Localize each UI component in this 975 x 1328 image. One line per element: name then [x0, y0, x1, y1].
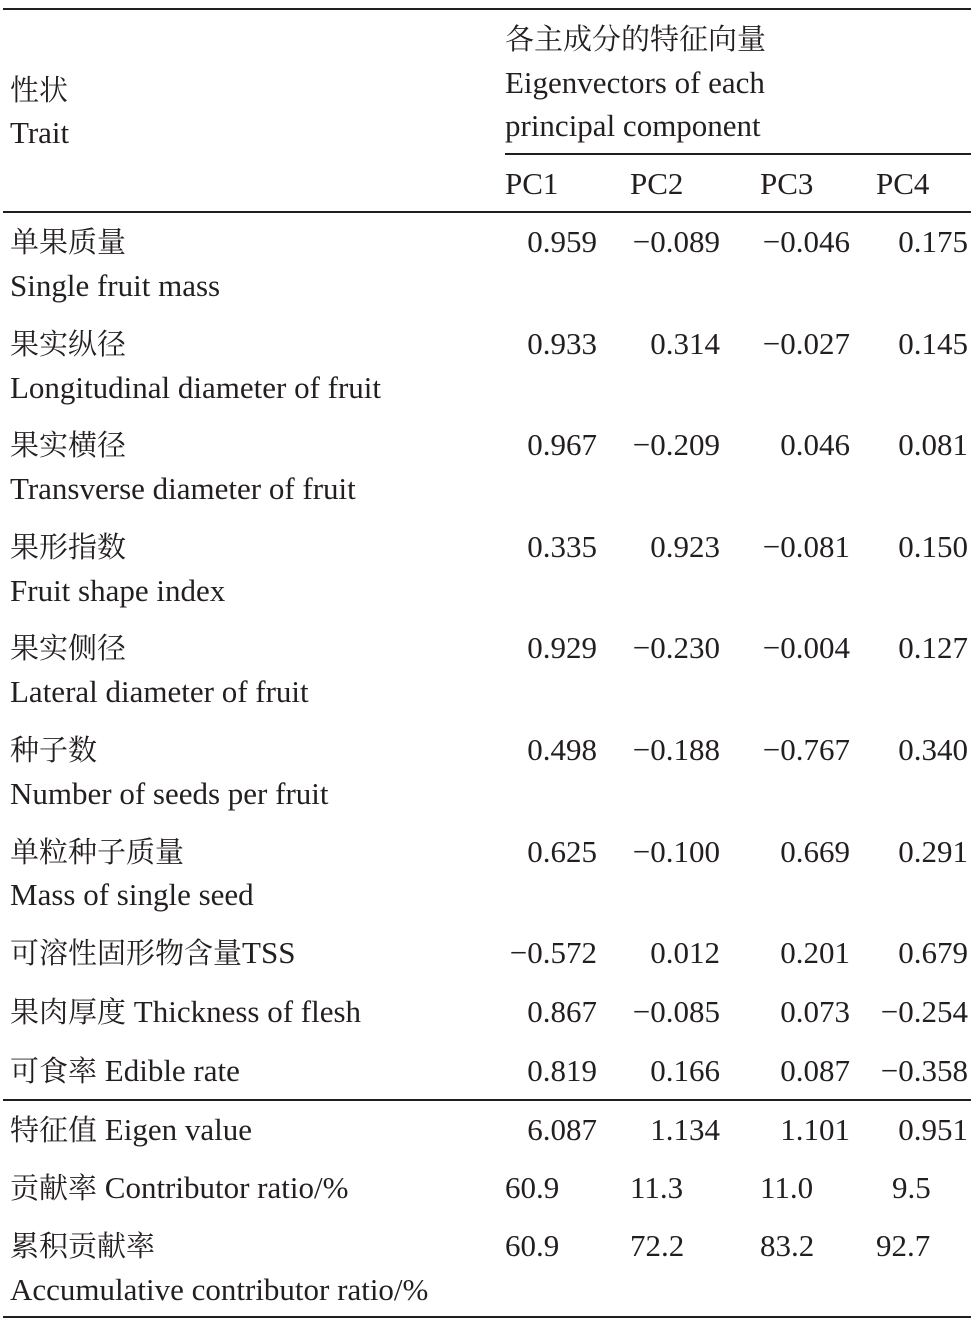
pc1-header: PC1 — [505, 166, 559, 201]
pc2-value: 0.314 — [650, 326, 720, 361]
pc1-value: 0.819 — [527, 1053, 597, 1088]
pc4-value: 0.150 — [898, 529, 968, 564]
pc2-value: −0.100 — [632, 834, 720, 869]
trait-label-cn: 可溶性固形物含量 — [10, 936, 243, 970]
trait-label-en: Longitudinal diameter of fruit — [10, 370, 382, 405]
trait-header-en: Trait — [10, 115, 70, 150]
pc3-value: −0.081 — [762, 529, 850, 564]
pc2-value: 0.012 — [650, 935, 720, 970]
pc1-value: 6.087 — [527, 1112, 597, 1147]
pc1-value: 0.959 — [527, 224, 597, 259]
pc2-value: 72.2 — [630, 1228, 685, 1263]
pc3-value: 0.201 — [780, 935, 850, 970]
trait-label — [10, 936, 295, 970]
pc1-value: 0.498 — [527, 732, 597, 767]
trait-label-en: Number of seeds per fruit — [10, 776, 329, 811]
pc4-header: PC4 — [876, 166, 930, 201]
summary-rule — [3, 1099, 971, 1101]
trait-label-cn: 可食率 — [10, 1054, 98, 1088]
pc4-value: 0.679 — [898, 935, 968, 970]
pc1-value: 0.929 — [527, 630, 597, 665]
trait-label-en: Transverse diameter of fruit — [10, 471, 356, 506]
trait-label-en: Single fruit mass — [10, 268, 221, 303]
group-header-en-2: principal component — [505, 108, 761, 143]
pc2-value: 0.923 — [650, 529, 720, 564]
pc2-value: −0.230 — [632, 630, 720, 665]
pc3-value: −0.004 — [762, 630, 850, 665]
pc3-value: 0.087 — [780, 1053, 850, 1088]
summary-label-cn: 累积贡献率 — [10, 1229, 156, 1263]
trait-label-cn: 种子数 — [10, 733, 98, 767]
trait-label-en: Fruit shape index — [10, 573, 226, 608]
pc4-value: 0.291 — [898, 834, 968, 869]
pc2-header: PC2 — [630, 166, 684, 201]
trait-label-en: Edible rate — [104, 1053, 240, 1088]
pc2-value: 1.134 — [650, 1112, 720, 1147]
pc3-value: −0.767 — [762, 732, 850, 767]
summary-label — [10, 1171, 348, 1205]
pc3-value: −0.046 — [762, 224, 850, 259]
trait-header-cn: 性状 — [10, 73, 69, 107]
pc1-value: 0.867 — [527, 994, 597, 1029]
pc2-value: −0.209 — [632, 427, 720, 462]
pc4-value: 0.145 — [898, 326, 968, 361]
pc3-value: 83.2 — [760, 1228, 815, 1263]
summary-label-cn: 贡献率 — [10, 1171, 98, 1205]
pc4-value: 0.175 — [898, 224, 968, 259]
trait-label-cn: 单粒种子质量 — [10, 835, 185, 869]
pc4-value: 9.5 — [892, 1170, 931, 1205]
pc4-value: −0.358 — [880, 1053, 968, 1088]
trait-label-cn: 果实侧径 — [10, 631, 127, 665]
pc2-value: 11.3 — [630, 1170, 684, 1205]
pc1-value: 0.967 — [527, 427, 597, 462]
pc1-value: 60.9 — [505, 1228, 560, 1263]
pc1-value: 0.625 — [527, 834, 597, 869]
pc4-value: 0.127 — [898, 630, 968, 665]
summary-label-cn: 特征值 — [10, 1113, 98, 1147]
pc3-value: −0.027 — [762, 326, 850, 361]
group-header-en-1: Eigenvectors of each — [505, 65, 765, 100]
pc2-value: −0.085 — [632, 994, 720, 1029]
pc2-value: 0.166 — [650, 1053, 720, 1088]
pc4-value: −0.254 — [880, 994, 968, 1029]
summary-label-en: Eigen value — [104, 1112, 252, 1147]
summary-label-en: Contributor ratio/% — [104, 1170, 349, 1205]
header-rule — [3, 211, 971, 213]
top-rule — [3, 8, 971, 10]
pc3-header: PC3 — [760, 166, 814, 201]
pc2-value: −0.089 — [632, 224, 720, 259]
pc4-value: 0.340 — [898, 732, 968, 767]
trait-label — [10, 1054, 240, 1088]
pc4-value: 92.7 — [876, 1228, 931, 1263]
pc3-value: 11.0 — [760, 1170, 814, 1205]
header-sub-rule — [505, 153, 971, 155]
pc2-value: −0.188 — [632, 732, 720, 767]
trait-label-en: Mass of single seed — [10, 877, 254, 912]
trait-label — [10, 995, 361, 1029]
pc1-value: −0.572 — [509, 935, 597, 970]
pc4-value: 0.081 — [898, 427, 968, 462]
pc3-value: 0.073 — [780, 994, 850, 1029]
trait-label-en: TSS — [242, 935, 296, 970]
bottom-rule — [3, 1316, 971, 1318]
trait-label-en: Thickness of flesh — [133, 994, 362, 1029]
trait-label-en: Lateral diameter of fruit — [10, 674, 309, 709]
summary-label-en: Accumulative contributor ratio/% — [10, 1272, 429, 1307]
pc1-value: 60.9 — [505, 1170, 560, 1205]
trait-label-cn: 果肉厚度 — [10, 995, 127, 1029]
pc1-value: 0.933 — [527, 326, 597, 361]
summary-label — [10, 1113, 252, 1147]
trait-label-cn: 果实横径 — [10, 428, 127, 462]
trait-label-cn: 果形指数 — [10, 530, 127, 564]
pc3-value: 1.101 — [780, 1112, 850, 1147]
trait-label-cn: 单果质量 — [10, 225, 127, 259]
trait-label-cn: 果实纵径 — [10, 327, 127, 361]
pc4-value: 0.951 — [898, 1112, 968, 1147]
pc3-value: 0.046 — [780, 427, 850, 462]
group-header-cn: 各主成分的特征向量 — [505, 22, 767, 56]
pc3-value: 0.669 — [780, 834, 850, 869]
pc1-value: 0.335 — [527, 529, 597, 564]
